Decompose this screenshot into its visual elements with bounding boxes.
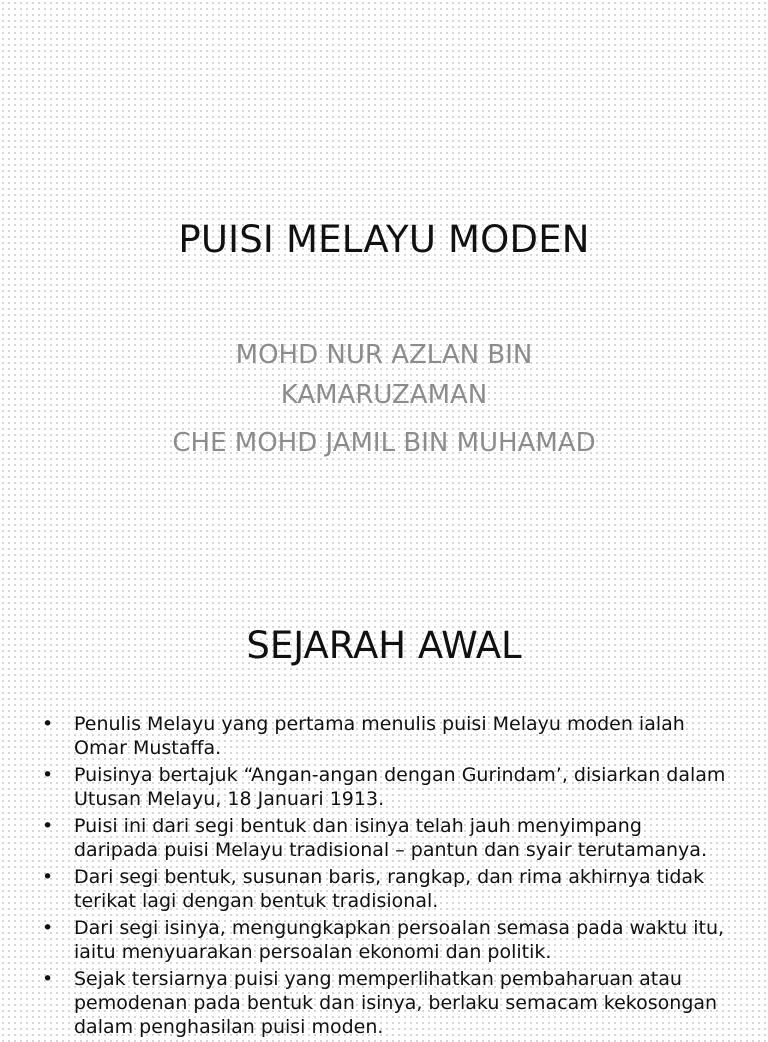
bullet-list (40, 712, 730, 1042)
bullet-item (40, 763, 730, 811)
bullet-icon: • (42, 764, 54, 786)
bullet-icon: • (42, 815, 54, 837)
bullet-icon: • (42, 917, 54, 939)
bullet-item (40, 916, 730, 964)
bullet-item (40, 712, 730, 760)
author-line-1: MOHD NUR AZLAN BIN (235, 340, 533, 370)
bullet-icon: • (42, 968, 54, 990)
bullet-item (40, 814, 730, 862)
bullet-icon: • (42, 866, 54, 888)
authors-block (0, 335, 768, 463)
slide-title: PUISI MELAYU MODEN (178, 218, 590, 261)
section-title: SEJARAH AWAL (246, 624, 522, 667)
bullet-item (40, 967, 730, 1039)
author-line-3: CHE MOHD JAMIL BIN MUHAMAD (172, 428, 596, 458)
bullet-text: Puisinya bertajuk “Angan-angan dengan Gurindam’, disiarkan dalam Utusan Melayu, 18 Januari 1913. (74, 764, 726, 810)
content-slide (0, 576, 768, 1038)
bullet-icon: • (42, 713, 54, 735)
bullet-text: Penulis Melayu yang pertama menulis puisi Melayu moden ialah Omar Mustaffa. (74, 713, 685, 759)
bullet-text: Dari segi isinya, mengungkapkan persoalan semasa pada waktu itu, iaitu menyuarakan persoalan ekonomi dan politik. (74, 917, 725, 963)
bullet-text: Puisi ini dari segi bentuk dan isinya telah jauh menyimpang daripada puisi Melayu tradisional – pantun dan syair terutamanya. (74, 815, 707, 861)
bullet-item (40, 865, 730, 913)
author-line-2: KAMARUZAMAN (280, 380, 488, 410)
bullet-text: Sejak tersiarnya puisi yang memperlihatkan pembaharuan atau pemodenan pada bentuk dan isinya, berlaku semacam kekosongan dalam penghasilan puisi moden. (74, 968, 718, 1038)
bullet-text: Dari segi bentuk, susunan baris, rangkap, dan rima akhirnya tidak terikat lagi dengan bentuk tradisional. (74, 866, 705, 912)
